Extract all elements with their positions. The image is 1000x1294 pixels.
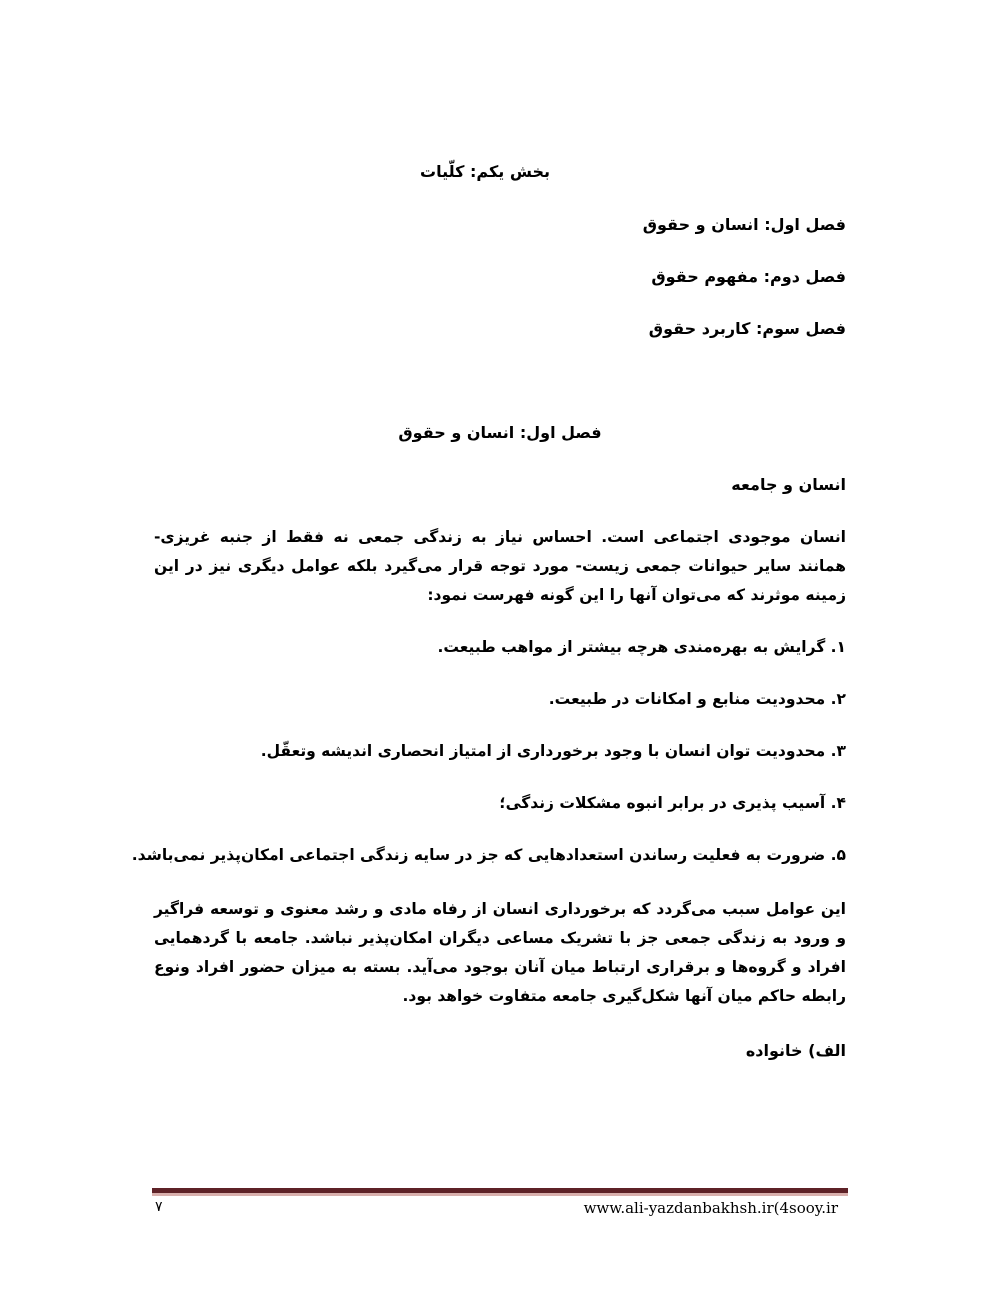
factor-item-3: ۳. محدودیت توان انسان با وجود برخورداری از امتیاز انحصاری اندیشه وتعقّل. (260, 742, 846, 760)
toc-item-chapter-3: فصل سوم: کاربرد حقوق (648, 319, 846, 338)
footer-website: www.ali-yazdanbakhsh.ir(4sooy.ir (583, 1199, 838, 1217)
intro-paragraph: انسان موجودی اجتماعی است. احساس نیاز به زندگی جمعی نه فقط از جنبه غریزی- همانند سایر حیوانات جمعی زیست- مورد توجه قرار می‌گیرد بلکه عوامل دیگری نیز در این زمینه موثرند که می‌توان آنها را این گونه فهرست نمود: (154, 528, 846, 604)
page-number: ۷ (155, 1199, 163, 1215)
subsection-title: الف) خانواده (745, 1041, 846, 1060)
factor-item-5: ۵. ضرورت به فعلیت رساندن استعدادهایی که جز در سایه زندگی اجتماعی امکان‌پذیر نمی‌باشد. (131, 846, 846, 864)
section-title: انسان و جامعه (731, 475, 846, 494)
footer-divider (152, 1188, 848, 1196)
toc-item-chapter-2: فصل دوم: مفهوم حقوق (651, 267, 846, 286)
conclusion-paragraph: این عوامل سبب می‌گردد که برخورداری انسان از رفاه مادی و رشد معنوی و توسعه فراگیر و ورود به زندگی جمعی جز با تشریک مساعی دیگران امکان‌پذیر نباشد. جامعه با گردهمایی افراد و گروه‌ها و برقراری ارتباط میان آنان بوجود می‌آید. بسته به میزان حضور افراد ونوع رابطه حاکم میان آنها شکل‌گیری جامعه متفاوت خواهد بود. (154, 900, 846, 1005)
chapter-title: فصل اول: انسان و حقوق (398, 423, 602, 442)
part-title: بخش یکم: کلّیات (419, 162, 550, 181)
factor-item-1: ۱. گرایش به بهره‌مندی هرچه بیشتر از مواهب طبیعت. (437, 638, 846, 656)
toc-item-chapter-1: فصل اول: انسان و حقوق (642, 215, 846, 234)
factor-item-2: ۲. محدودیت منابع و امکانات در طبیعت. (548, 690, 846, 708)
factor-item-4: ۴. آسیب پذیری در برابر انبوه مشکلات زندگی؛ (499, 794, 846, 812)
